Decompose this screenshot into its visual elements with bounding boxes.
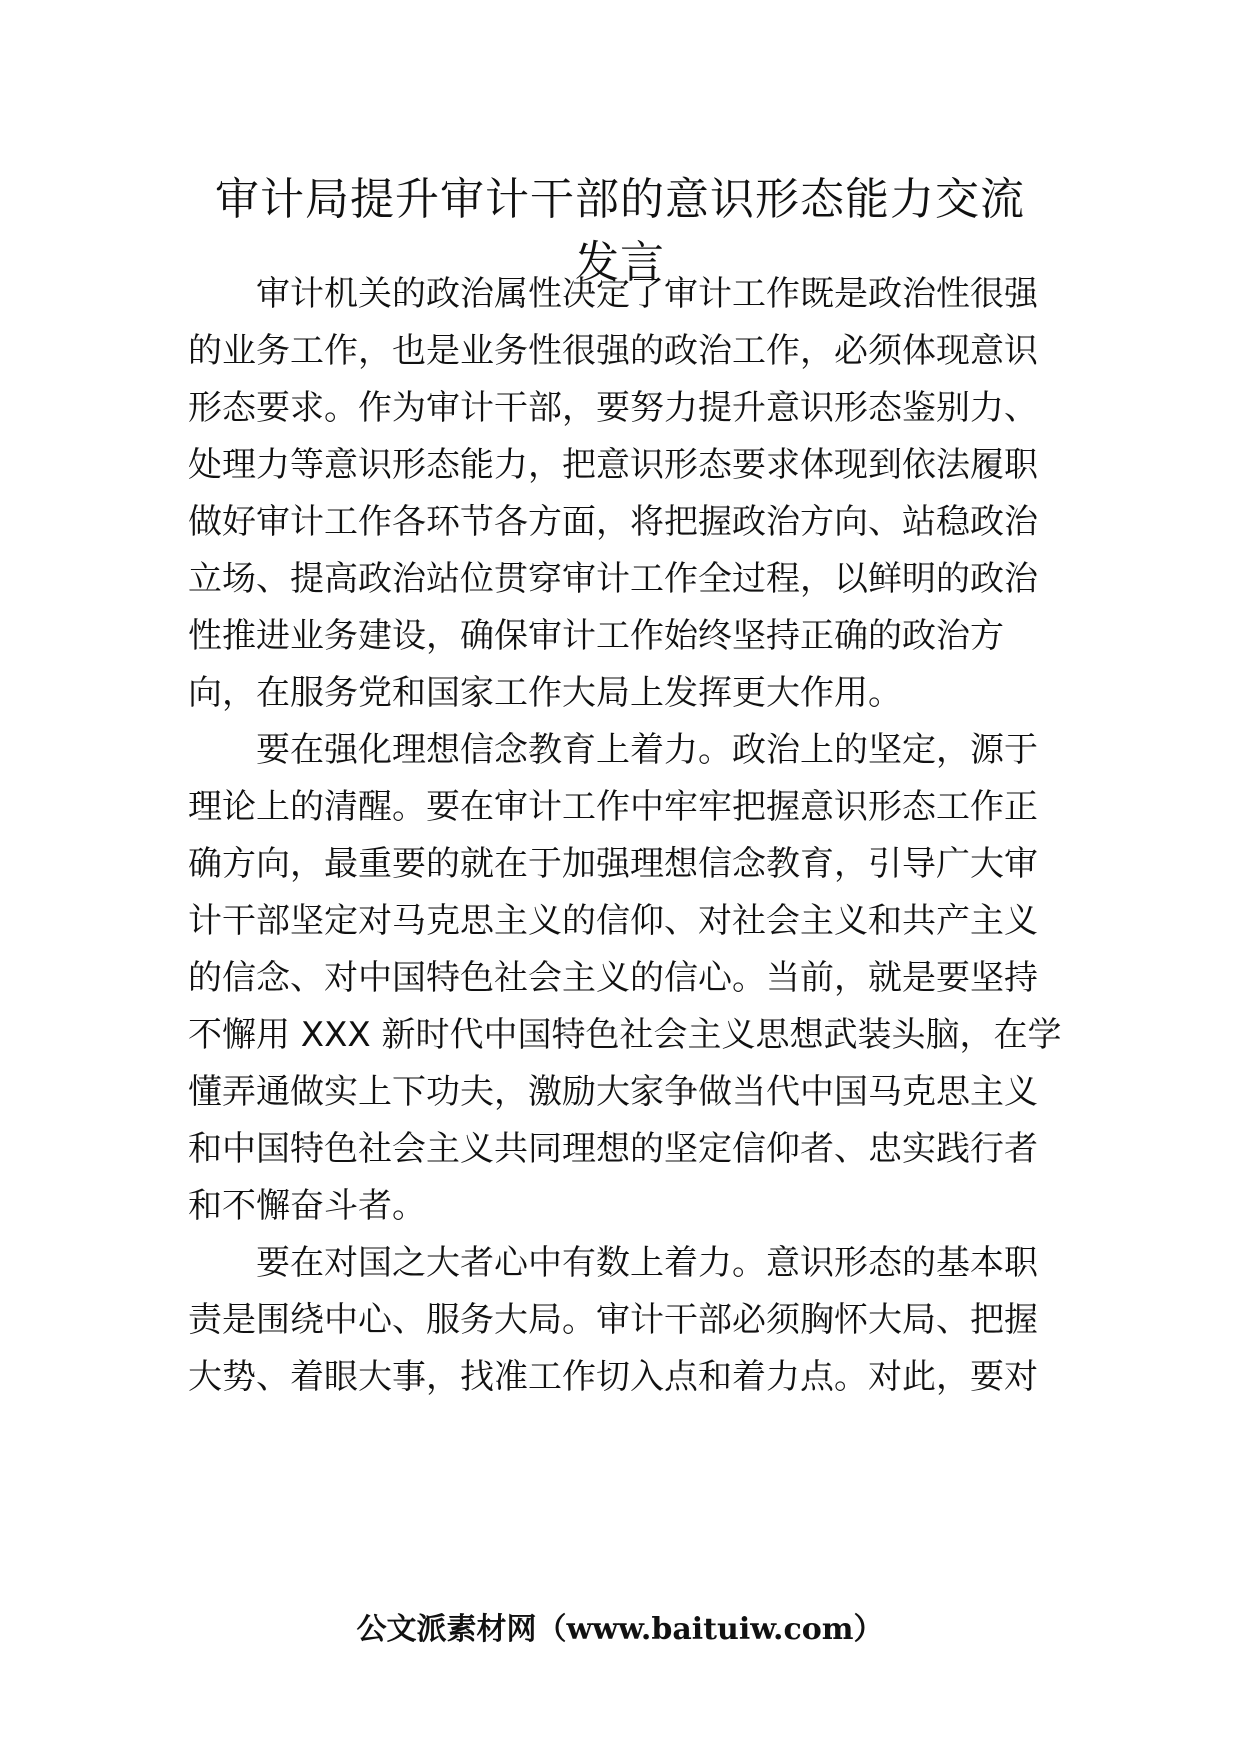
body-line: 责是围绕中心、服务大局。审计干部必须胸怀大局、把握: [188, 1300, 1038, 1340]
body-line: 性推进业务建设，确保审计工作始终坚持正确的政治方: [188, 616, 1004, 656]
body-line: 要在对国之大者心中有数上着力。意识形态的基本职: [188, 1243, 1038, 1283]
body-line: 和不懈奋斗者。: [188, 1186, 426, 1226]
page-footer-source: 公文派素材网（www.baituiw.com）: [356, 1612, 884, 1647]
body-line: 确方向，最重要的就在于加强理想信念教育，引导广大审: [188, 844, 1038, 884]
document-title-line-1: 审计局提升审计干部的意识形态能力交流: [215, 174, 1025, 225]
body-line: 向，在服务党和国家工作大局上发挥更大作用。: [188, 673, 902, 713]
document-title-line-2: 发言: [575, 237, 665, 288]
body-line: 审计机关的政治属性决定了审计工作既是政治性很强: [188, 274, 1038, 314]
body-line: 计干部坚定对马克思主义的信仰、对社会主义和共产主义: [188, 901, 1038, 941]
body-line: 不懈用 XXX 新时代中国特色社会主义思想武装头脑，在学: [188, 1015, 1062, 1055]
body-line: 大势、着眼大事，找准工作切入点和着力点。对此，要对: [188, 1357, 1038, 1397]
body-line: 要在强化理想信念教育上着力。政治上的坚定，源于: [188, 730, 1038, 770]
body-line: 形态要求。作为审计干部，要努力提升意识形态鉴别力、: [188, 388, 1038, 428]
body-line: 懂弄通做实上下功夫，激励大家争做当代中国马克思主义: [188, 1072, 1038, 1112]
body-line: 处理力等意识形态能力，把意识形态要求体现到依法履职: [188, 445, 1038, 485]
body-line: 理论上的清醒。要在审计工作中牢牢把握意识形态工作正: [188, 787, 1038, 827]
body-line: 做好审计工作各环节各方面，将把握政治方向、站稳政治: [188, 502, 1038, 542]
body-line: 的信念、对中国特色社会主义的信心。当前，就是要坚持: [188, 958, 1038, 998]
body-line: 和中国特色社会主义共同理想的坚定信仰者、忠实践行者: [188, 1129, 1038, 1169]
body-line: 的业务工作，也是业务性很强的政治工作，必须体现意识: [188, 331, 1038, 371]
body-line: 立场、提高政治站位贯穿审计工作全过程，以鲜明的政治: [188, 559, 1038, 599]
